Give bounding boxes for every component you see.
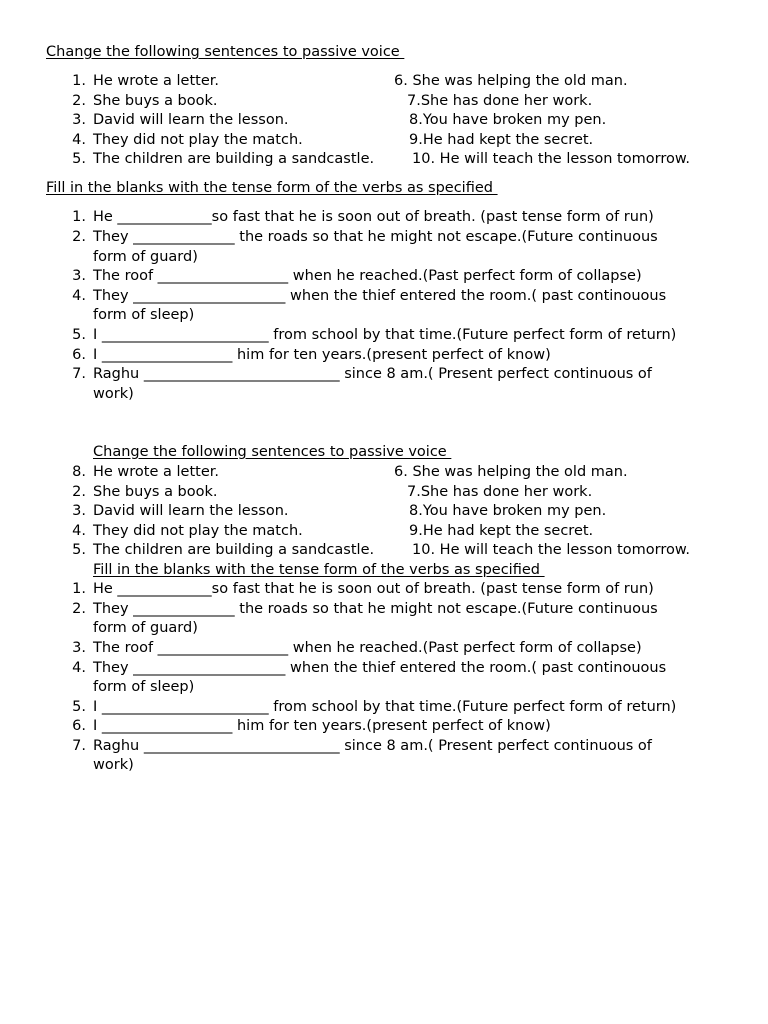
- item-text-continuation: work): [93, 757, 134, 773]
- list-item: 10. He will teach the lesson tomorrow.: [412, 151, 690, 167]
- item-text-continuation: form of guard): [93, 248, 198, 265]
- item-number: 7.: [72, 737, 86, 754]
- item-number: 3.: [72, 503, 86, 519]
- item-number: 5.: [72, 542, 86, 558]
- item-text: Raghu ___________________________ since 8 am.( Present perfect continuous of: [93, 366, 652, 382]
- item-text: The children are building a sandcastle.: [93, 542, 375, 558]
- item-text: She buys a book.: [93, 92, 218, 109]
- item-text-continuation: form of sleep): [93, 679, 195, 695]
- item-number: 6.: [72, 346, 86, 363]
- item-number: 5.: [72, 327, 86, 343]
- item-text: They did not play the match.: [93, 522, 303, 539]
- item-text: They _____________________ when the thief entered the room.( past continouous: [93, 288, 667, 304]
- item-text: He _____________so fast that he is soon out of breath. (past tense form of run): [93, 581, 654, 597]
- item-text-continuation: work): [93, 385, 134, 402]
- item-number: 1.: [72, 581, 86, 597]
- item-text: He _____________so fast that he is soon out of breath. (past tense form of run): [93, 209, 654, 225]
- item-text: Raghu ___________________________ since 8 am.( Present perfect continuous of: [93, 737, 652, 754]
- item-number: 2.: [72, 229, 86, 245]
- section2-heading: Fill in the blanks with the tense form of the verbs as specified: [46, 180, 498, 196]
- item-number: 2.: [72, 483, 86, 500]
- section3-heading: Change the following sentences to passive voice: [93, 444, 452, 460]
- section1-heading: Change the following sentences to passive voice: [46, 44, 405, 60]
- item-text-continuation: form of guard): [93, 620, 198, 636]
- section4-heading: Fill in the blanks with the tense form of the verbs as specified: [93, 562, 545, 578]
- item-number: 3.: [72, 112, 86, 128]
- list-item: 10. He will teach the lesson tomorrow.: [412, 542, 690, 558]
- list-item: 8.You have broken my pen.: [409, 112, 607, 128]
- item-text: He wrote a letter.: [93, 73, 219, 89]
- list-item: 8.You have broken my pen.: [409, 503, 607, 519]
- list-item: 6. She was helping the old man.: [394, 73, 628, 89]
- item-number: 4.: [72, 288, 86, 304]
- item-text: They did not play the match.: [93, 131, 303, 148]
- item-text: David will learn the lesson.: [93, 112, 289, 128]
- item-number: 4.: [72, 522, 86, 539]
- item-text: I __________________ him for ten years.(present perfect of know): [93, 718, 551, 734]
- item-number: 6.: [72, 718, 86, 734]
- list-item: 7.She has done her work.: [407, 92, 593, 109]
- list-item: 9.He had kept the secret.: [409, 131, 594, 148]
- item-text: He wrote a letter.: [93, 464, 219, 480]
- item-text: I __________________ him for ten years.(present perfect of know): [93, 346, 551, 363]
- item-text: I _______________________ from school by that time.(Future perfect form of return): [93, 698, 677, 715]
- item-text: They _____________________ when the thief entered the room.( past continouous: [93, 659, 667, 676]
- list-item: 7.She has done her work.: [407, 483, 593, 500]
- item-text: The roof __________________ when he reached.(Past perfect form of collapse): [93, 640, 642, 656]
- item-text: She buys a book.: [93, 483, 218, 500]
- item-number: 1.: [72, 73, 86, 89]
- item-text-continuation: form of sleep): [93, 307, 195, 323]
- item-text: David will learn the lesson.: [93, 503, 289, 519]
- item-text: I _______________________ from school by that time.(Future perfect form of return): [93, 327, 677, 343]
- item-text: The roof __________________ when he reached.(Past perfect form of collapse): [93, 268, 642, 284]
- item-number: 8.: [72, 464, 86, 480]
- item-number: 4.: [72, 659, 86, 676]
- list-item: 9.He had kept the secret.: [409, 522, 594, 539]
- item-text: They ______________ the roads so that he might not escape.(Future continuous: [93, 229, 658, 245]
- item-number: 3.: [72, 640, 86, 656]
- item-text: The children are building a sandcastle.: [93, 151, 375, 167]
- item-text: They ______________ the roads so that he might not escape.(Future continuous: [93, 601, 658, 617]
- item-number: 3.: [72, 268, 86, 284]
- list-item: 6. She was helping the old man.: [394, 464, 628, 480]
- item-number: 5.: [72, 151, 86, 167]
- item-number: 4.: [72, 131, 86, 148]
- item-number: 5.: [72, 698, 86, 715]
- item-number: 2.: [72, 92, 86, 109]
- item-number: 1.: [72, 209, 86, 225]
- item-number: 7.: [72, 366, 86, 382]
- item-number: 2.: [72, 601, 86, 617]
